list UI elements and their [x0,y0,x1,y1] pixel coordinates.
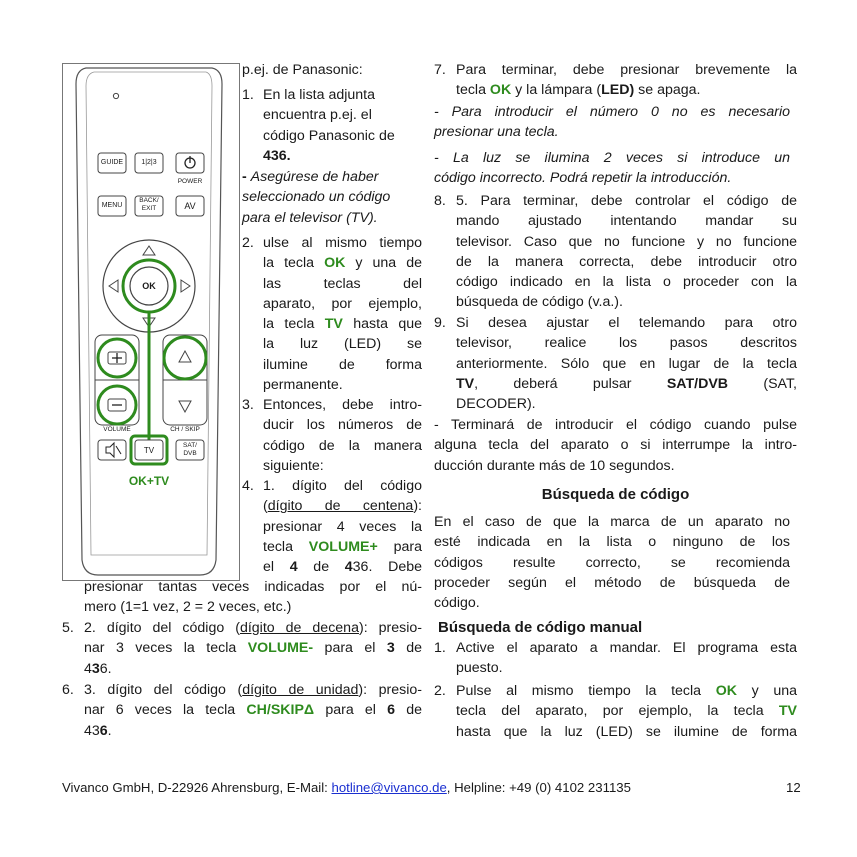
item4-continuation: presionar tantas veces indicadas por el nú- mero (1=1 vez, 2 = 2 veces, etc.) [84,579,422,616]
paragraph-code-search: En el caso de que la marca de un aparato no esté indicada en la lista o ninguno de los códigos resulte correcto, se recomienda proceder según el método de búsqueda de código. [434,514,790,612]
item4-number: 4. [242,478,254,494]
item9-number: 9. [434,315,446,331]
menu-label: MENU [101,202,123,209]
item6-number: 6. [62,682,74,698]
av-label: AV [184,201,196,211]
ok-label: OK [142,281,156,291]
manual-item2-number: 2. [434,683,446,699]
item9-text: Si desea ajustar el telemando para otro televisor, realice los pasos descritos anteriormente. Sólo que en lugar de la tecla TV, deberá pulsar SAT/DVB (SAT, DECODER). [456,315,797,413]
note-wrong-code: - La luz se ilumina 2 veces si introduce un código incorrecto. Podrá repetir la introducción. [434,150,790,187]
item5-number: 5. [62,620,74,636]
page-number: 12 [786,780,801,795]
manual-item1-text: Active el aparato a mandar. El programa esta puesto. [456,640,797,677]
item1-text: En la lista adjunta encuentra p.ej. el código Panasonic de 436. [263,87,395,164]
item5-text: 2. dígito del código (dígito de decena): presio- nar 3 veces la tecla VOLUME- para el 3 de 436. [84,620,422,677]
manual-item2-text: Pulse al mismo tiempo la tecla OK y una tecla del aparato, por ejemplo, la tecla TV hasta que la luz (LED) se ilumine de forma [456,683,797,740]
heading-manual-code-search: Búsqueda de código manual [438,619,643,636]
manual-item1-number: 1. [434,640,446,656]
item8-number: 8. [434,193,446,209]
item2-number: 2. [242,235,254,251]
ok-tv-combo-label: OK+TV [128,474,170,488]
item7-text: Para terminar, debe presionar brevemente la tecla OK y la lámpara (LED) se apaga. [456,62,797,99]
item7-number: 7. [434,62,446,78]
item3-text: Entonces, debe intro- ducir los números de código de la manera siguiente: [263,397,422,474]
sat-dvb-label: SAT/ DVB [183,442,197,457]
footer [62,779,631,797]
note-number-zero: - Para introducir el número 0 no es necesario presionar una tecla. [434,104,790,141]
item4-text: 1. dígito del código (dígito de centena): presionar 4 veces la tecla VOLUME+ para el 4 de 436. Debe [263,478,422,576]
back-exit-label: BACK/ EXIT [139,197,159,212]
intro-text: p.ej. de Panasonic: [242,62,363,78]
volume-label: VOLUME [103,426,131,433]
paragraph-end-entry: - Terminará de introducir el código cuando pulse alguna tecla del aparato o si interrumpe la intro- ducción durante más de 10 segundos. [434,417,797,474]
power-label: POWER [177,178,203,185]
number-label: 1|2|3 [141,159,157,166]
footer-company: Vivanco GmbH, D-22926 Ahrensburg, E-Mail: [62,780,332,795]
item3-number: 3. [242,397,254,413]
footer-helpline: , Helpline: +49 (0) 4102 231135 [446,780,631,795]
item1-number: 1. [242,87,254,103]
tv-label: TV [143,446,155,455]
note-selected-code: - Asegúrese de haber seleccionado un código para el televisor (TV). [242,169,391,226]
item2-text: ulse al mismo tiempo la tecla OK y una de las teclas del aparato, por ejemplo, la tecla TV hasta que la luz (LED) se ilumine de forma permanente. [263,235,422,394]
chskip-label: CH / SKIP [170,426,200,433]
heading-code-search: Búsqueda de código [541,486,690,503]
item8-text: 5. Para terminar, debe controlar el código de mando ajustado intentando mandar su televisor. Caso que no funcione y no funcione de la manera correcta, debe introducir otro código indicado en la lista o proceder con la búsqueda de código (v.a.). [456,193,797,311]
support-email-link[interactable]: hotline@vivanco.de [331,780,447,795]
guide-label: GUIDE [100,159,124,166]
item6-text: 3. dígito del código (dígito de unidad): presio- nar 6 veces la tecla CH/SKIPΔ para el 6 de 436. [84,682,422,739]
